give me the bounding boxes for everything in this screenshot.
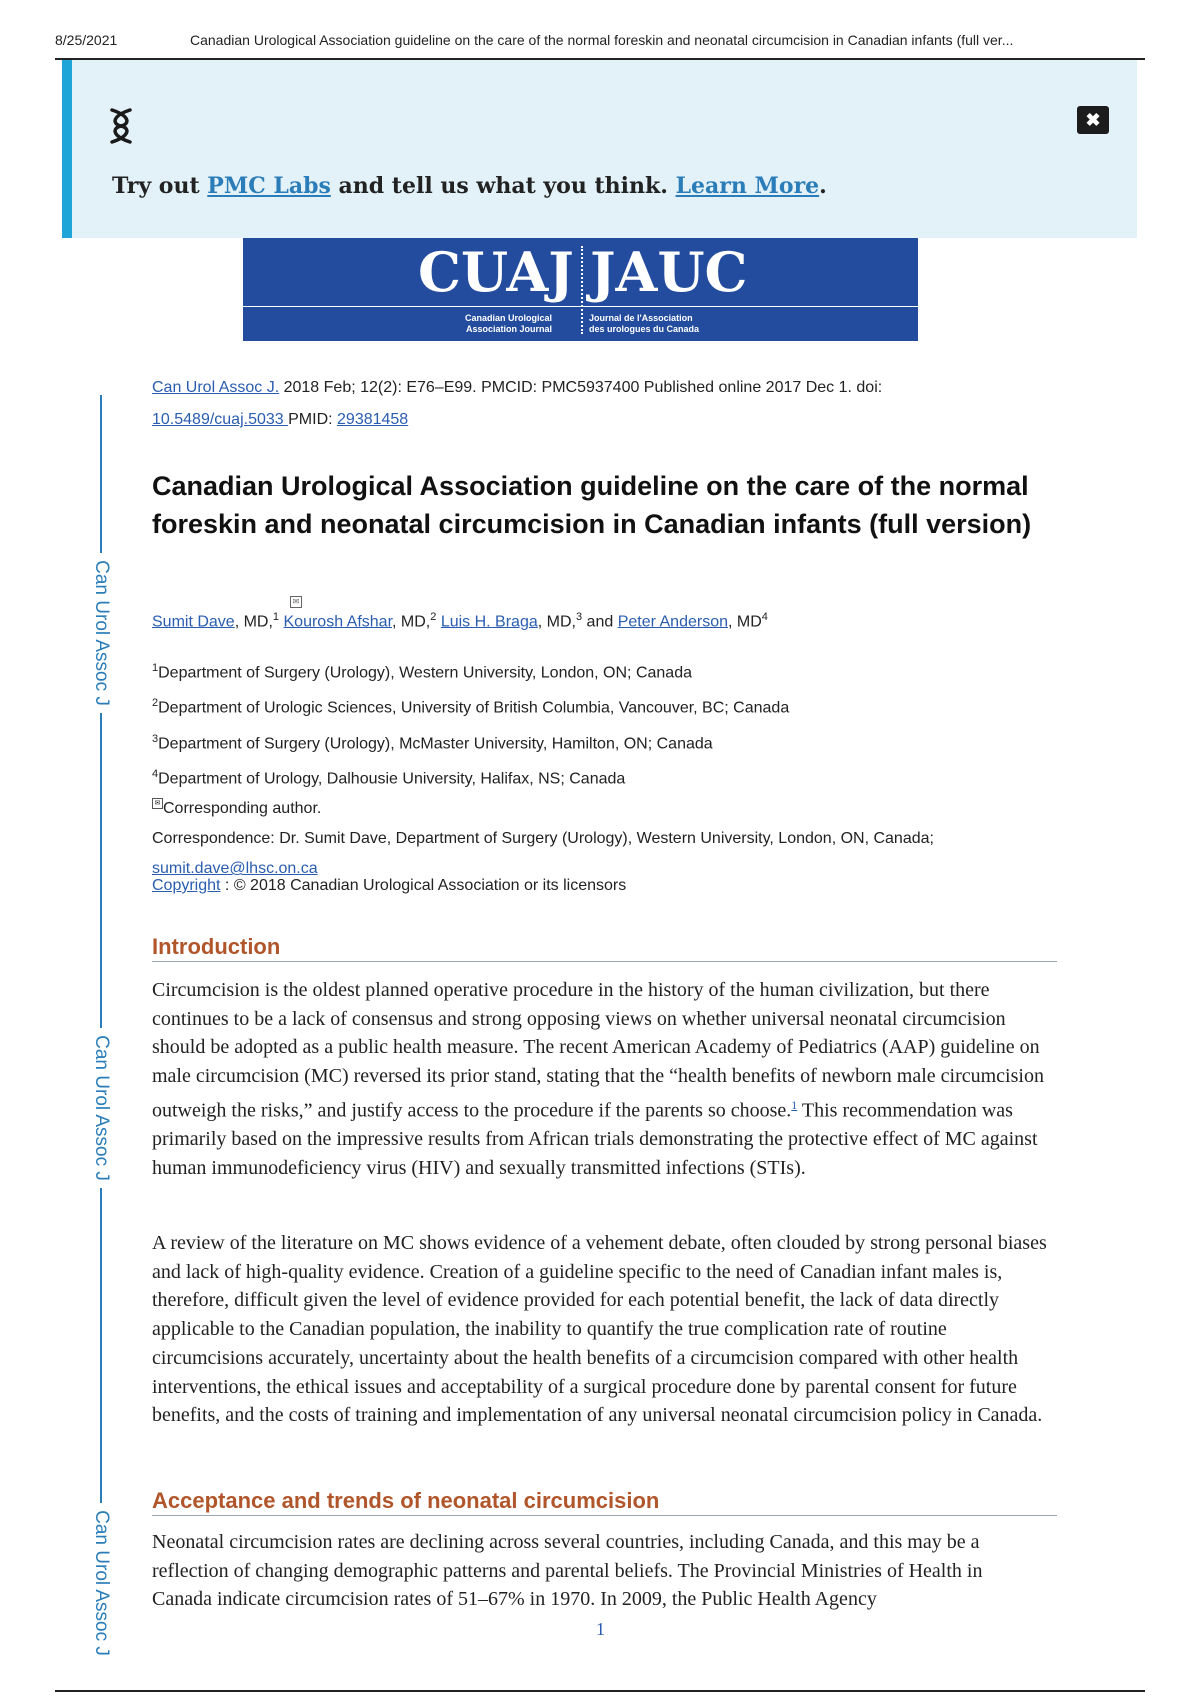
logo-jauc: JAUC — [590, 240, 748, 304]
affiliation-sup: 3 — [152, 732, 159, 745]
corresponding-author-note — [152, 794, 934, 824]
affiliation-item — [152, 688, 934, 723]
author-link[interactable]: Sumit Dave — [152, 613, 235, 631]
corresponding-author-mail-icon[interactable]: ✉ — [290, 596, 302, 608]
print-header — [55, 30, 1145, 60]
citation-line — [152, 372, 1032, 436]
bottom-rule — [55, 1690, 1145, 1692]
author-degree: , MD, — [392, 613, 431, 631]
copyright-line — [152, 877, 626, 895]
affiliation-sup: 1 — [152, 662, 159, 674]
author-affiliation-sup: 2 — [430, 611, 437, 623]
logo-subtitle-en-line1: Canadian Urological — [465, 313, 553, 323]
banner-message — [112, 173, 827, 199]
copyright-link[interactable]: Copyright — [152, 877, 221, 894]
print-title: Canadian Urological Association guideline on the care of the normal foreskin and neonatal circumcision in Canadian infants (full ver... — [190, 32, 1014, 48]
banner-suffix: . — [819, 173, 827, 199]
acceptance-paragraph-1: Neonatal circumcision rates are declining across several countries, including Canada, and this may be a reflection of changing demographic patterns and parental beliefs. The Provincial Ministries of Health in Canada indicate circumcision rates of 51–67% in 1970. In 2009, the Public Health Agency — [152, 1531, 983, 1611]
corresponding-author-text: Corresponding author. — [163, 800, 322, 818]
affiliation-item — [152, 653, 934, 688]
logo-vertical-divider — [581, 246, 583, 334]
pmid-link[interactable]: 29381458 — [337, 411, 409, 428]
side-journal-label — [72, 1028, 130, 1188]
author-list — [152, 611, 768, 631]
page-number: 1 — [596, 1619, 605, 1639]
doi-link[interactable]: 10.5489/cuaj.5033 — [152, 411, 289, 428]
author-degree: , MD, — [234, 613, 273, 631]
logo-subtitle-en-line2: Association Journal — [466, 324, 553, 334]
authors-and: and — [582, 613, 618, 631]
side-journal-label-text: Can Urol Assoc J — [91, 1035, 112, 1181]
journal-link[interactable]: Can Urol Assoc J. — [152, 379, 280, 396]
learn-more-link[interactable]: Learn More — [675, 173, 820, 199]
journal-logo — [243, 238, 918, 341]
author-affiliation-sup: 3 — [575, 611, 583, 623]
affiliation-list — [152, 653, 934, 884]
affiliation-item — [152, 724, 934, 759]
mail-icon: ✉ — [152, 798, 163, 809]
print-date: 8/25/2021 — [55, 32, 118, 48]
affiliation-sup: 4 — [152, 767, 159, 780]
affiliation-sup: 2 — [152, 697, 159, 710]
close-banner-button[interactable] — [1077, 106, 1109, 134]
correspondence — [152, 824, 934, 854]
introduction-paragraph-2: A review of the literature on MC shows evidence of a vehement debate, often clouded by strong personal biases and lack of high-quality evidence. Creation of a guideline specific to the need of Canadian infant males is, therefore, difficult given the level of evidence provided for each potential benefit, the lack of data directly applicable to the Canadian population, the inability to quantify the true complication rate of routine circumcisions accurately, uncertainty about the health benefits of a circumcision compared with other health interventions, the ethical issues and acceptability of a surgical procedure done by parental consent for future benefits, and the costs of training and implementation of any universal neonatal circumcision policy in Canada. — [152, 1232, 1047, 1427]
logo-cuaj: CUAJ — [418, 240, 574, 304]
close-icon: ✖ — [1085, 109, 1101, 130]
paragraph-text: Circumcision is the oldest planned operative procedure in the history of the human civilization, but there continues to be a lack of consensus and strong opposing views on whether universal neonatal circumcision should be adopted as a public health measure. The recent American Academy of Pediatrics (AAP) guideline on male circumcision (MC) reversed its prior stand, stating that the “health benefits of newborn male circumcision outweigh the risks,” and justify access to the procedure if the parents so choose. — [152, 979, 1044, 1122]
side-journal-label — [72, 553, 130, 713]
pmc-labs-banner — [62, 60, 1137, 238]
affiliation-text: Department of Urology, Dalhousie University, Halifax, NS; Canada — [158, 770, 626, 788]
author-affiliation-sup: 4 — [761, 611, 768, 623]
author-degree: , MD, — [537, 613, 576, 631]
side-journal-label — [72, 1503, 130, 1663]
section-heading-introduction: Introduction — [152, 933, 1057, 962]
affiliation-item — [152, 759, 934, 794]
affiliation-text: Department of Surgery (Urology), Western University, London, ON; Canada — [158, 664, 692, 682]
author-affiliation-sup: 1 — [272, 611, 280, 623]
copyright-text: : © 2018 Canadian Urological Association or its licensors — [220, 877, 627, 894]
correspondence-email-link[interactable]: sumit.dave@lhsc.on.ca — [152, 860, 318, 878]
logo-subtitle-fr — [589, 313, 699, 335]
author-link[interactable]: Luis H. Braga — [440, 613, 538, 631]
paragraph-text: This recommendation was primarily based on the impressive results from African trials demonstrating the protective effect of MC against human immunodeficiency virus (HIV) and sexually transmitted infections (STIs). — [152, 1099, 1038, 1179]
pmc-labs-logo-icon — [104, 106, 138, 151]
logo-subtitle-fr-line1: Journal de l'Association — [589, 313, 693, 323]
side-journal-label-text: Can Urol Assoc J — [91, 560, 112, 706]
banner-prefix: Try out — [112, 173, 208, 199]
author-degree: , MD — [727, 613, 762, 631]
pmc-labs-link[interactable]: PMC Labs — [207, 173, 331, 199]
author-link[interactable]: Kourosh Afshar — [283, 613, 393, 631]
logo-subtitle-en — [465, 313, 552, 335]
citation-details: 2018 Feb; 12(2): E76–E99. PMCID: PMC5937400 Published online 2017 Dec 1. doi: — [279, 379, 883, 396]
affiliation-text: Department of Surgery (Urology), McMaster University, Hamilton, ON; Canada — [158, 734, 713, 752]
side-journal-label-text: Can Urol Assoc J — [91, 1510, 112, 1656]
section-heading-acceptance: Acceptance and trends of neonatal circumcision — [152, 1487, 1057, 1516]
pmid-label: PMID: — [288, 411, 338, 428]
correspondence-text: Correspondence: Dr. Sumit Dave, Department of Surgery (Urology), Western University, London, ON, Canada; — [152, 830, 934, 848]
reference-link[interactable]: 1 — [791, 1097, 798, 1112]
banner-middle: and tell us what you think. — [330, 173, 676, 199]
author-link[interactable]: Peter Anderson — [617, 613, 728, 631]
introduction-paragraph-1 — [152, 976, 1047, 1183]
logo-subtitle-fr-line2: des urologues du Canada — [589, 324, 700, 334]
affiliation-text: Department of Urologic Sciences, University of British Columbia, Vancouver, BC; Canada — [158, 699, 790, 717]
article-title: Canadian Urological Association guideline on the care of the normal foreskin and neonatal circumcision in Canadian infants (full version) — [152, 471, 1032, 539]
